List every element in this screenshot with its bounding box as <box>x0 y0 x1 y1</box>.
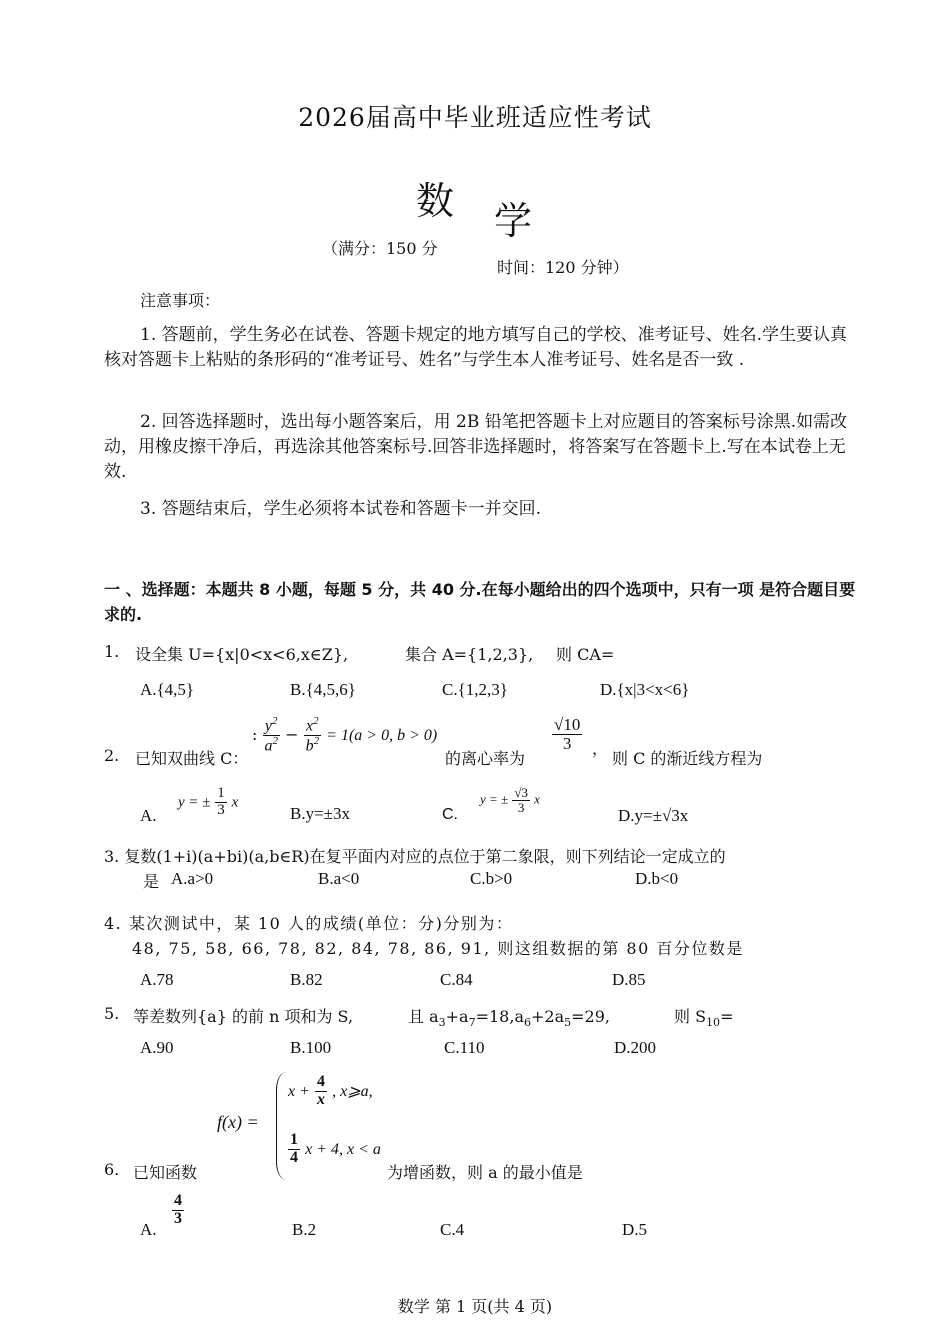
q6-tail: 为增函数，则 a 的最小值是 <box>387 1163 583 1182</box>
q1-number: 1. <box>104 642 120 661</box>
q6-option-a-label: A. <box>140 1220 157 1239</box>
q6-piecewise-brace <box>276 1072 287 1180</box>
q1-option-a: A.{4,5} <box>140 680 195 699</box>
q1-option-c: C.{1,2,3} <box>442 680 508 699</box>
subject-char-1: 数 <box>416 179 455 223</box>
full-score: （满分：150 分 <box>322 239 438 258</box>
q6-case-1: x + $\frac{4}{x}$ , x⩾a, <box>288 1073 373 1108</box>
notice-heading: 注意事项： <box>140 291 221 310</box>
notice-item-1: 1. 答题前，学生务必在试卷、答题卡规定的地方填写自己的学校、准考证号、姓名.学生要认真核对答题卡上粘贴的条形码的“准考证号、姓名”与学生本人准考证号、姓名是否一致 . <box>104 325 848 370</box>
q1-question: 则 CA= <box>556 645 615 664</box>
q3-stem: 3. 复数(1+i)(a+bi)(a,b∈R)在复平面内对应的点位于第二象限，则下列结论一定成立的 <box>104 847 726 866</box>
q1-universal-set: 设全集 U={x|0<x<6,x∈Z}, <box>135 645 349 664</box>
page-footer: 数学 第 1 页(共 4 页) <box>397 1297 553 1316</box>
q4-option-c: C.84 <box>440 970 473 989</box>
exam-title: 2026届高中毕业班适应性考试 <box>298 103 652 132</box>
q4-stem-line1: 4. 某次测试中，某 10 人的成绩(单位：分)分别为： <box>104 914 514 933</box>
q6-lead: 已知函数 <box>133 1163 198 1182</box>
q2-number: 2. <box>104 746 120 765</box>
q5-stem: 等差数列{a} 的前 n 项和为 S, <box>133 1007 354 1026</box>
q2-comma: ， <box>592 739 609 758</box>
q2-option-a-formula: y = ± $\frac{1}{3}$ x <box>178 785 239 818</box>
q5-option-b: B.100 <box>290 1038 332 1057</box>
section-heading: 一 、选择题：本题共 8 小题，每题 5 分，共 40 分.在每小题给出的四个选项中，只有一项 是符合题目要求的. <box>104 580 856 624</box>
q2-mid: 的离心率为 <box>445 749 526 768</box>
q2-frac-x: $\frac{x^2}{b^2}$ <box>305 715 320 755</box>
q3-option-c: C.b>0 <box>470 869 513 888</box>
q1-option-b: B.{4,5,6} <box>290 680 356 699</box>
q2-eccentricity: $\frac{√10}{3}$ <box>554 715 581 753</box>
q6-case-2: $\frac{1}{4}$ x + 4, x < a <box>290 1131 381 1166</box>
q5-option-c: C.110 <box>444 1038 485 1057</box>
q6-option-c: C.4 <box>440 1220 465 1239</box>
q2-option-d: D.y=±√3x <box>618 806 689 825</box>
q6-function-label: f(x) = <box>217 1112 259 1132</box>
q6-option-b: B.2 <box>292 1220 317 1239</box>
q5-condition: 且 $a_3+a_7=18,a_6+2a_5=29$, <box>408 1007 610 1030</box>
q2-option-b: B.y=±3x <box>290 804 351 823</box>
q3-option-d: D.b<0 <box>635 869 679 888</box>
q1-set-a: 集合 A={1,2,3}, <box>405 645 534 664</box>
q2-lead: 已知双曲线 C： <box>135 749 249 768</box>
subject-char-2: 学 <box>494 199 533 243</box>
notice-item-2: 2. 回答选择题时，选出每小题答案后，用 2B 铅笔把答题卡上对应题目的答案标号涂黑.如需改动，用橡皮擦干净后，再选涂其他答案标号.回答非选择题时，将答案写在答题卡上.写在本试卷上无效. <box>104 412 848 482</box>
q6-number: 6. <box>104 1160 120 1179</box>
q1-option-d: D.{x|3<x<6} <box>600 680 690 699</box>
q6-option-a-value: $\frac{4}{3}$ <box>174 1192 182 1227</box>
q2-frac-y: $\frac{y^2}{a^2}$ <box>264 715 278 755</box>
q5-option-d: D.200 <box>614 1038 657 1057</box>
q4-option-a: A.78 <box>140 970 174 989</box>
exam-time: 时间：120 分钟） <box>497 258 629 277</box>
q4-option-b: B.82 <box>290 970 323 989</box>
q2-option-c-formula: y = ± $\frac{√3}{3}$ x <box>480 785 540 815</box>
q3-option-b: B.a<0 <box>318 869 360 888</box>
q2-option-a-label: A. <box>140 806 157 825</box>
q4-stem-line2: 48, 75, 58, 66, 78, 82, 84, 78, 86, 91, 则这组数据的第 80 百分位数是 <box>132 939 744 958</box>
notice-item-3: 3. 答题结束后，学生必须将本试卷和答题卡一并交回. <box>140 499 542 519</box>
q2-option-c-label: C. <box>442 806 458 823</box>
q4-option-d: D.85 <box>612 970 646 989</box>
q2-end: 则 C 的渐近线方程为 <box>612 749 763 768</box>
q3-option-a: A.a>0 <box>171 869 214 888</box>
q2-hyperbola-equation: : $\frac{y^2}{a^2}$ − $\frac{x^2}{b^2}$ = 1(a > 0, b > 0) <box>252 715 438 755</box>
q3-lead: 是 <box>143 872 160 891</box>
q6-option-d: D.5 <box>622 1220 648 1239</box>
q5-number: 5. <box>104 1004 120 1023</box>
q5-question: 则 $S_{10}=$ <box>674 1007 734 1030</box>
q5-option-a: A.90 <box>140 1038 174 1057</box>
